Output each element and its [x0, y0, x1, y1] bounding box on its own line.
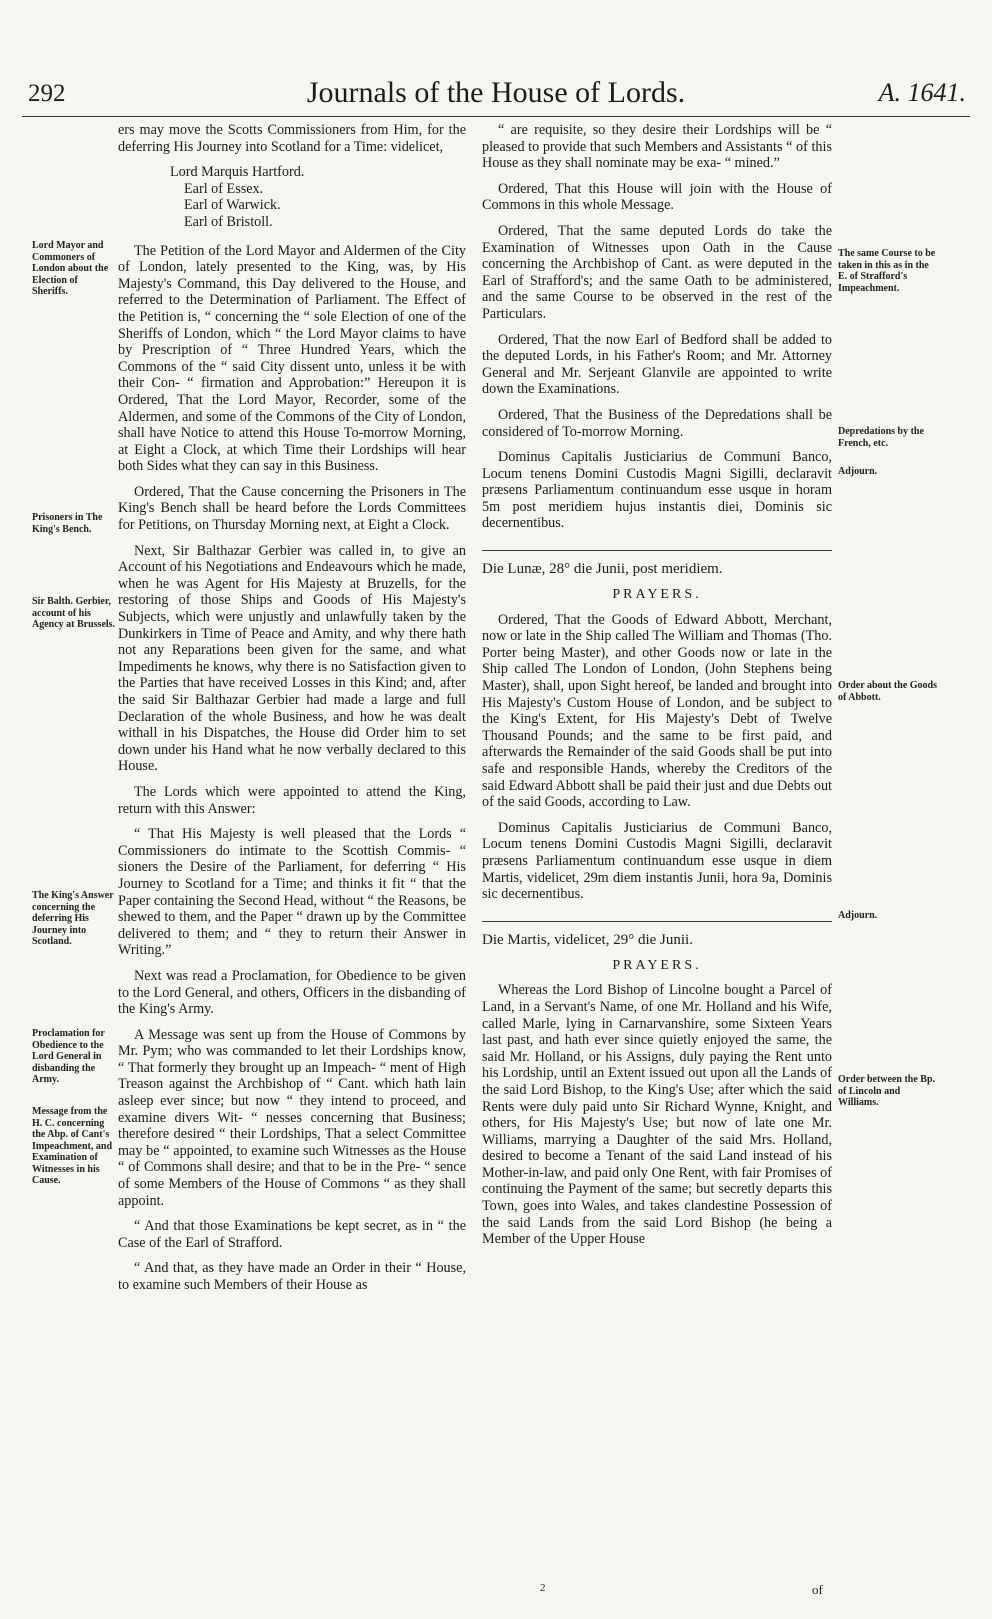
- paragraph: Dominus Capitalis Justiciarius de Communi Banco, Locum tenens Domini Custodis Magni Sigilli, declaravit præsens Parliamentum continuandum esse usque in horam 5m post meridiem hujus instantis diei, Dominis sic decernentibus.: [482, 449, 832, 532]
- margin-note-prisoners: Prisoners in The King's Bench.: [32, 512, 103, 535]
- paragraph: Ordered, That the Goods of Edward Abbott, Merchant, now or late in the Ship called The William and Thomas (Tho. Porter being Master), and other Goods now or late in the Ship called The London of London, (John Stephens being Master), shall, upon Sight hereof, be landed and brought into His Majesty's Custom House of London, and be subject to the King's Extent, for His Majesty's Debt of Twelve Thousand Pounds; and the same to be first paid, and afterwards the Remainder of the said Goods shall be put into safe and responsible Hands, whereby the Creditors of the said Edward Abbott shall be paid their just and due Debts out of the said Goods, according to Law.: [482, 611, 832, 811]
- paragraph: Whereas the Lord Bishop of Lincolne bought a Parcel of Land, in a Servant's Name, of one Mr. Holland and his Wife, called Marle, lying in Carnarvanshire, some Sixteen Years last past, and hath ever since quietly enjoyed the same, the said Mr. Holland, or his Assigns, duly paying the Rent unto his Lordship, until an Extent issued out upon all the Lands of the said Lord Bishop, to the King's Use; after which the said Rents were duly paid unto Sir Richard Wynne, Knight, and others, for His Majesty's Use; but now of late one Mr. Williams, marrying a Daughter of the said Mrs. Holland, desired to become a Tenant of the said Land instead of his Mother-in-law, and paid only One Rent, with fair Promises of continuing the Payment of the same; but secretly departs this Town, goes into Wales, and takes clandestine Possession of the said Lands from the said Lord Bishop (he being a Member of the Upper House: [482, 982, 832, 1248]
- margin-note-gerbier: Sir Balth. Gerbier, account of his Agency at Brussels.: [32, 596, 116, 630]
- header-rule: [22, 116, 970, 117]
- page-title: Journals of the House of Lords.: [306, 76, 686, 109]
- list-item: Earl of Essex.: [184, 180, 264, 197]
- day-heading: Die Martis, videlicet, 29° die Junii.: [482, 931, 693, 948]
- list-item: Earl of Bristoll.: [184, 213, 273, 230]
- paragraph: Ordered, That the Cause concerning the Prisoners in The King's Bench shall be heard before the Lords Committees for Petitions, on Thursday Morning next, at Eight a Clock.: [118, 483, 466, 534]
- list-item: Earl of Warwick.: [184, 197, 281, 214]
- margin-note-adjourn-1: Adjourn.: [838, 466, 878, 477]
- prayers-heading: PRAYERS.: [612, 957, 702, 973]
- day-heading-block: [482, 921, 832, 952]
- paragraph: “ are requisite, so they desire their Lordships will be “ pleased to provide that such Members and Assistants “ of this House as they shall nominate may be exa- “ mined.”: [482, 122, 832, 172]
- paragraph: The Lords which were appointed to attend the King, return with this Answer:: [118, 783, 466, 817]
- paragraph: Ordered, That the now Earl of Bedford shall be added to the deputed Lords, in his Father's Room; and Mr. Attorney General and Mr. Serjeant Glanvile are appointed to write down the Examinations.: [482, 331, 832, 398]
- paragraph: Ordered, That the Business of the Depredations shall be considered of To-morrow Morning.: [482, 406, 832, 440]
- paragraph: ers may move the Scotts Commissioners from Him, for the deferring His Journey into Scotland for a Time: videlicet,: [118, 122, 466, 155]
- margin-note-depredations: Depredations by the French, etc.: [838, 426, 924, 449]
- left-column: [118, 122, 466, 1303]
- page-number: 292: [28, 80, 66, 107]
- paragraph: A Message was sent up from the House of Commons by Mr. Pym; who was commanded to let their Lordships know, “ That formerly they brought up an Impeach- “ ment of High Treason against the Archbishop of “ Cant. which hath lain asleep ever since; but now “ they intend to proceed, and examine divers Wit- “ nesses concerning that Business; therefore desired “ their Lordships, That a select Committee may be “ appointed, to examine such Witnesses as the House “ of Commons shall desire; and that to be in the Pre- “ sence of some Members of the House of Commons “ as they shall appoint.: [118, 1026, 466, 1209]
- catchword: of: [812, 1582, 823, 1597]
- lords-list: [170, 164, 466, 230]
- paragraph: Next was read a Proclamation, for Obedience to be given to the Lord General, and others, Officers in the disbanding of the King's Army.: [118, 967, 466, 1018]
- page-year: A. 1641.: [878, 78, 966, 107]
- margin-note-same-course: The same Course to be taken in this as in the E. of Strafford's Impeachment.: [838, 248, 936, 294]
- paragraph: Dominus Capitalis Justiciarius de Communi Banco, Locum tenens Domini Custodis Magni Sigilli, declaravit præsens Parliamentum continuandum esse usque in diem Martis, videlicet, 29m diem instantis Junii, hora 9a, Dominis sic decernentibus.: [482, 819, 832, 903]
- margin-note-abbott: Order about the Goods of Abbott.: [838, 680, 937, 703]
- paragraph: “ That His Majesty is well pleased that the Lords “ Commissioners do intimate to the Scottish Commis- “ sioners the Desire of the Parliament, for deferring “ His Journey to Scotland for a Time; and thinks it fit “ that the Paper containing the Second Head, without “ the Reasons, be shewed to them, and the Paper “ drawn up by the Committee delivered to them; and “ they to return their Answer in Writing.”: [118, 826, 466, 959]
- signature-mark: 2: [540, 1582, 546, 1594]
- day-heading-block: [482, 550, 832, 581]
- margin-note-adjourn-2: Adjourn.: [838, 910, 878, 921]
- paragraph: The Petition of the Lord Mayor and Aldermen of the City of London, lately presented to the King, was, by His Majesty's Command, this Day delivered to the House, and referred to the Determination of Parliament. The Effect of the Petition is, “ concerning the “ sole Election of one of the Sheriffs of London, which “ the Lord Mayor claims to have by Prescription of “ Three Hundred Years, which the Commons of the “ said City dissent unto, unless it be with their Con- “ firmation and Approbation:” Hereupon it is Ordered, That the Lord Mayor, Recorder, some of the Aldermen, and some of the Commons of the City of London, shall have Notice to attend this House To-morrow Morning, at Eight a Clock, at which Time their Lordships will hear both Sides what they can say in this Business.: [118, 242, 466, 475]
- paragraph: “ And that, as they have made an Order in their “ House, to examine such Members of their House as: [118, 1260, 466, 1293]
- paragraph: “ And that those Examinations be kept secret, as in “ the Case of the Earl of Strafford.: [118, 1218, 466, 1251]
- margin-note-lincoln: Order between the Bp. of Lincoln and Williams.: [838, 1074, 936, 1108]
- paragraph: Next, Sir Balthazar Gerbier was called in, to give an Account of his Negotiations and Endeavours which he made, when he was Agent for His Majesty at Bruzells, for the restoring of those Ships and Goods of His Majesty's Subjects, which were unjustly and unlawfully taken by the Dunkirkers in Time of Peace and Amity, and why there hath not any Reparations been given for the same, and what Impediments he knows, why there is no Satisfaction given to the Parties that have received Losses in this Kind; and, after the said Sir Balthazar Gerbier had made a large and full Declaration of the whole Business, and how he was dealt withall in his Dispatches, the House did Order him to set down under his Hand what he now verbally declared to this House.: [118, 542, 466, 775]
- margin-note-kings-answer: The King's Answer concerning the deferring His Journey into Scotland.: [32, 890, 114, 947]
- prayers-heading: PRAYERS.: [612, 587, 702, 603]
- list-item: Lord Marquis Hartford.: [170, 164, 305, 181]
- margin-note-lord-mayor: Lord Mayor and Commoners of London about the Election of Sheriffs.: [32, 240, 109, 297]
- margin-note-proclamation: Proclamation for Obedience to the Lord General in disbanding the Army.: [32, 1028, 105, 1085]
- margin-note-message: Message from the H. C. concerning the Abp. of Cant's Impeachment, and Examination of Witnesses in his Cause.: [32, 1106, 113, 1186]
- page-header: [0, 72, 992, 112]
- paragraph: Ordered, That the same deputed Lords do take the Examination of Witnesses upon Oath in the Cause concerning the Archbishop of Cant. as were deputed in the Earl of Strafford's; and the same Oath to be administered, and the same Course to be observed in the rest of the Particulars.: [482, 222, 832, 322]
- right-column: [482, 122, 832, 1257]
- day-heading: Die Lunæ, 28° die Junii, post meridiem.: [482, 561, 723, 578]
- paragraph: Ordered, That this House will join with the House of Commons in this whole Message.: [482, 180, 832, 214]
